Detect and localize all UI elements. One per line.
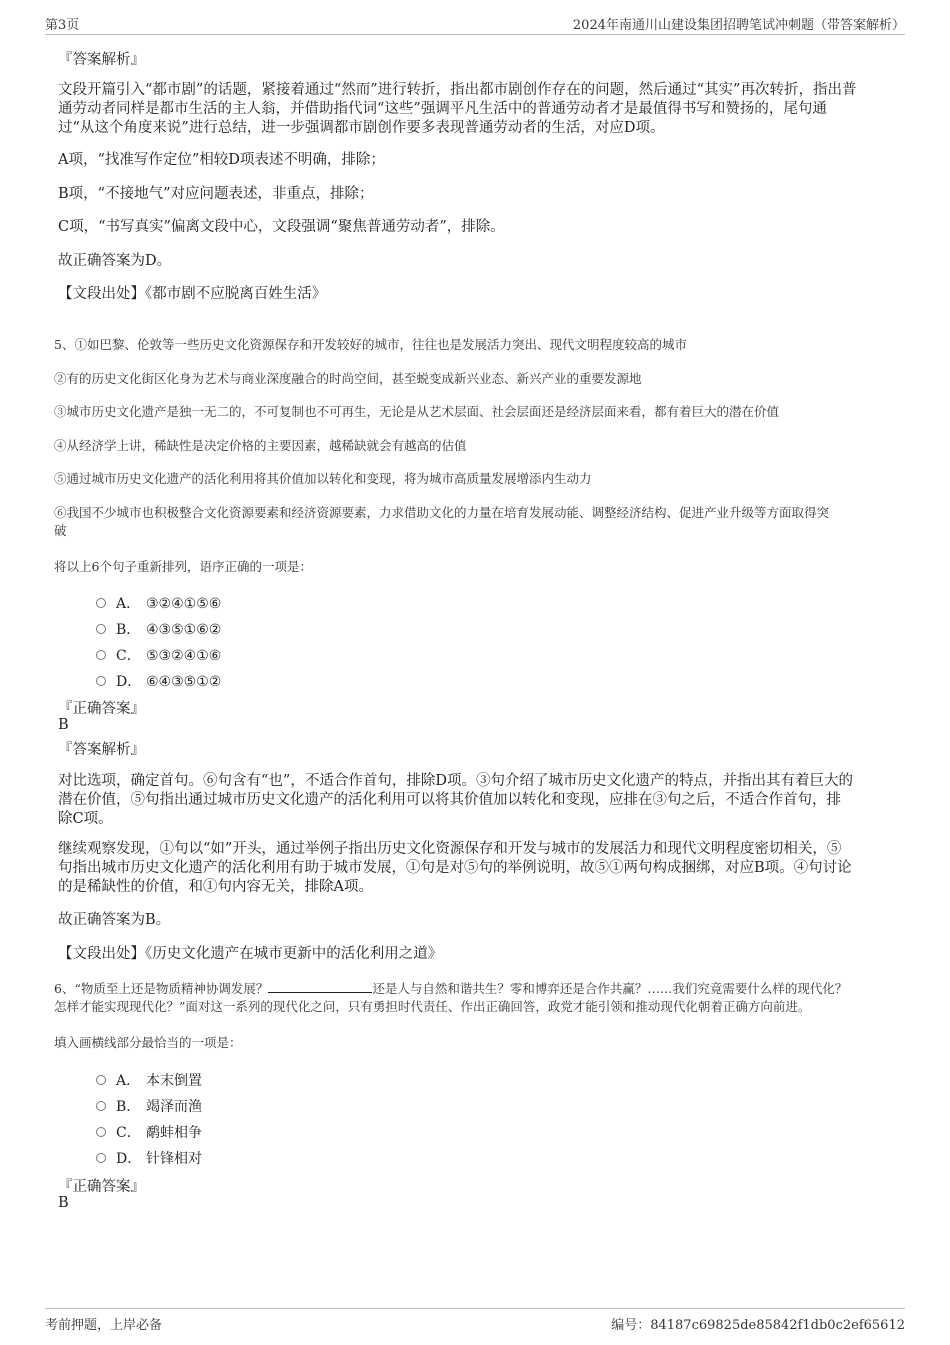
analysis-line: 通劳动者同样是都市生活的主人翁，并借助指代词“这些”强调平凡生活中的普通劳动者才是最值得书写和赞扬的，尾句通 — [58, 101, 827, 117]
correct-answer: B — [58, 1195, 69, 1211]
option-letter: C． — [116, 1125, 141, 1141]
option-letter: D． — [116, 1151, 142, 1167]
page-footer — [45, 1308, 905, 1331]
option-b[interactable] — [96, 1096, 202, 1116]
analysis-line: 句指出城市历史文化遗产的活化利用有助于城市发展，①句是对⑤句的举例说明，故⑤①两句构成捆绑，对应B项。④句讨论 — [58, 860, 852, 876]
radio-icon[interactable] — [96, 624, 106, 634]
question-5-sentence: ③城市历史文化遗产是独一无二的，不可复制也不可再生，无论是从艺术层面、社会层面还是经济层面来看，都有着巨大的潜在价值 — [54, 404, 780, 419]
analysis-line: 文段开篇引入“都市剧”的话题，紧接着通过“然而”进行转折，指出都市剧创作存在的问题，然后通过“其实”再次转折，指出普 — [58, 82, 857, 98]
analysis-line: 过“从这个角度来说”进行总结，进一步强调都市剧创作要多表现普通劳动者的生活，对应D项。 — [58, 120, 665, 136]
option-b[interactable] — [96, 619, 221, 639]
question-5-sentence — [54, 504, 890, 540]
correct-answer-label: 『正确答案』 — [58, 1179, 145, 1195]
footer-slogan: 考前押题，上岸必备 — [45, 1318, 163, 1333]
option-letter: B． — [116, 622, 141, 638]
sentence-line: 破 — [54, 523, 67, 538]
question-6-prompt: 填入画横线部分最恰当的一项是： — [54, 1035, 242, 1050]
option-letter: B． — [116, 1099, 141, 1115]
stem-line — [54, 980, 890, 998]
answer-analysis-text — [58, 772, 894, 829]
option-text: 鹬蚌相争 — [146, 1125, 202, 1141]
answer-analysis-text — [58, 81, 894, 138]
document-title: 2024年南通川山建设集团招聘笔试冲刺题（带答案解析） — [572, 18, 905, 33]
question-6-stem — [54, 980, 890, 1016]
option-a[interactable] — [96, 1070, 202, 1090]
option-c[interactable] — [96, 645, 221, 665]
option-d[interactable] — [96, 1148, 202, 1168]
option-text: ⑥④③⑤①② — [146, 674, 222, 690]
option-text: ③②④①⑤⑥ — [146, 596, 222, 612]
question-5-sentence: ⑤通过城市历史文化遗产的活化利用将其价值加以转化和变现，将为城市高质量发展增添内生动力 — [54, 471, 592, 486]
option-letter: D． — [116, 674, 142, 690]
answer-analysis-label: 『答案解析』 — [58, 52, 145, 68]
radio-icon[interactable] — [96, 598, 106, 608]
conclusion: 故正确答案为B。 — [58, 912, 171, 928]
radio-icon[interactable] — [96, 1101, 106, 1111]
correct-answer: B — [58, 717, 69, 733]
exclusion-c: C项，“书写真实”偏离文段中心，文段强调“聚焦普通劳动者”，排除。 — [58, 219, 505, 235]
option-letter: A． — [116, 1073, 141, 1089]
option-d[interactable] — [96, 671, 221, 691]
option-a[interactable] — [96, 593, 221, 613]
option-text: 针锋相对 — [146, 1151, 202, 1167]
correct-answer-label: 『正确答案』 — [58, 701, 145, 717]
source-citation: 【文段出处】《都市剧不应脱离百姓生活》 — [58, 286, 327, 302]
exclusion-b: B项，“不接地气”对应问题表述，非重点，排除； — [58, 186, 374, 202]
page-header — [45, 14, 905, 35]
document-code: 编号：84187c69825de85842f1db0c2ef65612 — [611, 1318, 905, 1333]
analysis-line: 继续观察发现，①句以“如”开头，通过举例子指出历史文化资源保存和开发与城市的发展活力和现代文明程度密切相关，⑤ — [58, 841, 842, 857]
conclusion: 故正确答案为D。 — [58, 253, 172, 269]
stem-part: 还是人与自然和谐共生？零和博弈还是合作共赢？……我们究竟需要什么样的现代化？ — [372, 981, 848, 996]
analysis-line: 对比选项，确定首句。⑥句含有“也”，不适合作首句，排除D项。③句介绍了城市历史文化遗产的特点，并指出其有着巨大的 — [58, 773, 853, 789]
fill-blank[interactable] — [268, 980, 372, 993]
answer-analysis-text — [58, 840, 894, 897]
stem-part: 6、“物质至上还是物质精神协调发展？ — [54, 981, 269, 996]
sentence-line: ⑥我国不少城市也积极整合文化资源要素和经济资源要素，力求借助文化的力量在培育发展动能、调整经济结构、促进产业升级等方面取得突 — [54, 505, 830, 520]
stem-line: 怎样才能实现现代化？”面对这一系列的现代化之问，只有勇担时代责任、作出正确回答，政党才能引领和推动现代化朝着正确方向前进。 — [54, 999, 811, 1014]
radio-icon[interactable] — [96, 1153, 106, 1163]
answer-analysis-label: 『答案解析』 — [58, 742, 145, 758]
option-text: 竭泽而渔 — [146, 1099, 202, 1115]
option-c[interactable] — [96, 1122, 202, 1142]
option-letter: C． — [116, 648, 141, 664]
analysis-line: 潜在价值，⑤句指出通过城市历史文化遗产的活化利用可以将其价值加以转化和变现，应排在③句之后，不适合作首句，排 — [58, 792, 841, 808]
option-letter: A． — [116, 596, 141, 612]
option-text: 本末倒置 — [146, 1073, 202, 1089]
source-citation: 【文段出处】《历史文化遗产在城市更新中的活化利用之道》 — [58, 946, 443, 962]
exclusion-a: A项，“找准写作定位”相较D项表述不明确，排除； — [58, 152, 385, 168]
question-5-sentence: ④从经济学上讲，稀缺性是决定价格的主要因素，越稀缺就会有越高的估值 — [54, 438, 467, 453]
question-5-sentence: 5、①如巴黎、伦敦等一些历史文化资源保存和开发较好的城市，往往也是发展活力突出、现代文明程度较高的城市 — [54, 337, 687, 352]
radio-icon[interactable] — [96, 1127, 106, 1137]
option-text: ④③⑤①⑥② — [146, 622, 222, 638]
option-text: ⑤③②④①⑥ — [146, 648, 222, 664]
page-number: 第3页 — [45, 18, 80, 33]
analysis-line: 的是稀缺性的价值，和①句内容无关，排除A项。 — [58, 879, 373, 895]
analysis-line: 除C项。 — [58, 811, 113, 827]
radio-icon[interactable] — [96, 1075, 106, 1085]
question-5-sentence: ②有的历史文化街区化身为艺术与商业深度融合的时尚空间，甚至蜕变成新兴业态、新兴产业的重要发源地 — [54, 371, 642, 386]
radio-icon[interactable] — [96, 650, 106, 660]
radio-icon[interactable] — [96, 676, 106, 686]
question-5-prompt: 将以上6个句子重新排列，语序正确的一项是： — [54, 559, 312, 574]
